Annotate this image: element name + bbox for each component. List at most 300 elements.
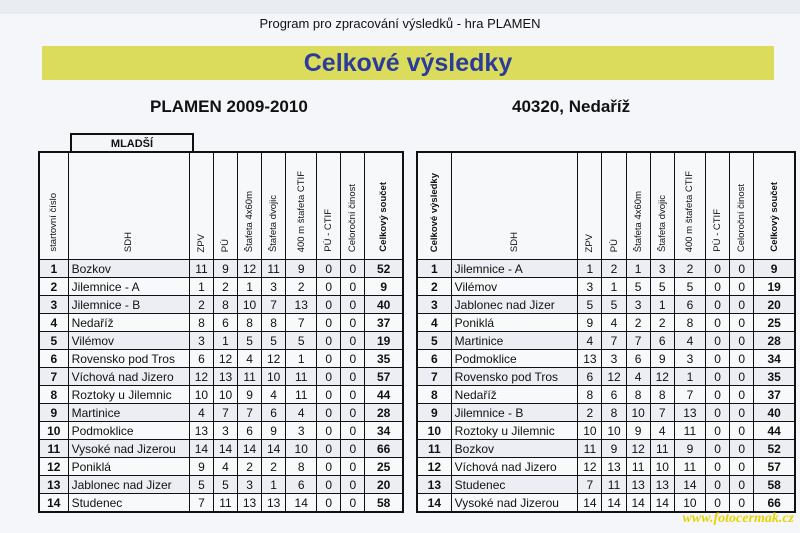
score-cell: 0 <box>317 458 341 476</box>
score-cell: 9 <box>674 440 705 458</box>
score-cell: 13 <box>626 476 650 494</box>
score-cell: 0 <box>317 440 341 458</box>
score-cell: 0 <box>317 296 341 314</box>
rank-cell: 13 <box>39 476 68 494</box>
total-cell: 44 <box>365 386 403 404</box>
total-cell: 52 <box>365 260 403 278</box>
score-cell: 6 <box>286 476 317 494</box>
total-cell: 40 <box>365 296 403 314</box>
total-cell: 34 <box>754 350 795 368</box>
rank-cell: 12 <box>417 458 451 476</box>
score-cell: 2 <box>650 314 674 332</box>
rank-cell: 8 <box>417 386 451 404</box>
score-cell: 13 <box>578 350 602 368</box>
score-cell: 3 <box>238 476 262 494</box>
score-cell: 2 <box>213 278 237 296</box>
total-cell: 37 <box>754 386 795 404</box>
score-cell: 3 <box>213 422 237 440</box>
score-cell: 3 <box>262 278 286 296</box>
score-cell: 3 <box>674 350 705 368</box>
rank-cell: 4 <box>417 314 451 332</box>
column-header: Celkový součet <box>754 152 795 260</box>
score-cell: 4 <box>626 368 650 386</box>
rank-cell: 7 <box>39 368 68 386</box>
team-name-cell: Rovensko pod Tros <box>68 350 189 368</box>
score-cell: 7 <box>189 494 213 513</box>
team-name-cell: Bozkov <box>68 260 189 278</box>
score-cell: 5 <box>189 476 213 494</box>
score-cell: 13 <box>262 494 286 513</box>
score-cell: 7 <box>578 476 602 494</box>
rank-cell: 6 <box>39 350 68 368</box>
score-cell: 7 <box>650 404 674 422</box>
score-cell: 4 <box>674 332 705 350</box>
score-cell: 8 <box>262 314 286 332</box>
score-cell: 9 <box>626 422 650 440</box>
score-cell: 14 <box>189 440 213 458</box>
rank-cell: 3 <box>39 296 68 314</box>
column-header: 400 m štafeta CTIF <box>286 152 317 260</box>
score-cell: 1 <box>238 278 262 296</box>
score-cell: 12 <box>626 440 650 458</box>
table-row <box>417 260 795 278</box>
watermark: www.fotocermak.cz <box>682 511 794 526</box>
score-cell: 14 <box>626 494 650 513</box>
score-cell: 4 <box>238 350 262 368</box>
score-cell: 4 <box>286 404 317 422</box>
score-cell: 9 <box>189 458 213 476</box>
rank-cell: 11 <box>39 440 68 458</box>
score-cell: 7 <box>262 296 286 314</box>
column-header: Štafeta dvojic <box>650 152 674 260</box>
score-cell: 14 <box>650 494 674 513</box>
total-cell: 28 <box>365 404 403 422</box>
total-cell: 34 <box>365 422 403 440</box>
score-cell: 2 <box>262 458 286 476</box>
score-cell: 0 <box>705 296 729 314</box>
total-cell: 40 <box>754 404 795 422</box>
score-cell: 0 <box>341 296 365 314</box>
team-name-cell: Nedaříž <box>451 386 578 404</box>
total-cell: 58 <box>754 476 795 494</box>
score-cell: 0 <box>705 332 729 350</box>
table-row <box>417 404 795 422</box>
score-cell: 14 <box>262 440 286 458</box>
team-name-cell: Vysoké nad Jizerou <box>451 494 578 513</box>
score-cell: 8 <box>578 386 602 404</box>
total-cell: 19 <box>365 332 403 350</box>
score-cell: 10 <box>262 368 286 386</box>
score-cell: 1 <box>626 260 650 278</box>
score-cell: 14 <box>286 494 317 513</box>
total-cell: 25 <box>754 314 795 332</box>
score-cell: 4 <box>213 458 237 476</box>
table-row <box>39 350 403 368</box>
score-cell: 4 <box>262 386 286 404</box>
score-cell: 0 <box>317 350 341 368</box>
score-cell: 0 <box>317 260 341 278</box>
score-cell: 8 <box>189 314 213 332</box>
score-cell: 0 <box>705 314 729 332</box>
team-name-cell: Roztoky u Jilemnic <box>451 422 578 440</box>
score-cell: 0 <box>341 458 365 476</box>
rank-cell: 2 <box>417 278 451 296</box>
score-cell: 0 <box>341 350 365 368</box>
score-cell: 0 <box>705 260 729 278</box>
score-cell: 2 <box>286 278 317 296</box>
total-cell: 25 <box>365 458 403 476</box>
table-header-row <box>417 152 795 260</box>
column-header: Štafeta 4x60m <box>626 152 650 260</box>
column-header: SDH <box>68 152 189 260</box>
score-cell: 2 <box>189 296 213 314</box>
score-cell: 1 <box>189 278 213 296</box>
score-cell: 1 <box>262 476 286 494</box>
score-cell: 5 <box>602 296 626 314</box>
table-row <box>417 278 795 296</box>
table-row <box>417 422 795 440</box>
total-cell: 58 <box>365 494 403 513</box>
rank-cell: 14 <box>39 494 68 513</box>
table-row <box>39 404 403 422</box>
table-row <box>417 296 795 314</box>
total-cell: 28 <box>754 332 795 350</box>
table-row <box>39 278 403 296</box>
score-cell: 8 <box>626 386 650 404</box>
score-cell: 0 <box>317 332 341 350</box>
score-cell: 10 <box>578 422 602 440</box>
total-cell: 52 <box>754 440 795 458</box>
rank-cell: 11 <box>417 440 451 458</box>
score-cell: 10 <box>189 386 213 404</box>
score-cell: 9 <box>650 350 674 368</box>
total-cell: 57 <box>365 368 403 386</box>
score-cell: 12 <box>650 368 674 386</box>
score-cell: 2 <box>626 314 650 332</box>
rank-cell: 8 <box>39 386 68 404</box>
score-cell: 1 <box>602 278 626 296</box>
score-cell: 3 <box>650 260 674 278</box>
score-cell: 0 <box>705 494 729 513</box>
table-row <box>417 476 795 494</box>
table-row <box>417 314 795 332</box>
table-row <box>39 386 403 404</box>
score-cell: 9 <box>578 314 602 332</box>
rank-cell: 2 <box>39 278 68 296</box>
score-cell: 5 <box>286 332 317 350</box>
team-name-cell: Studenec <box>451 476 578 494</box>
score-cell: 13 <box>674 404 705 422</box>
score-cell: 10 <box>286 440 317 458</box>
table-row <box>39 296 403 314</box>
score-cell: 4 <box>650 422 674 440</box>
score-cell: 3 <box>189 332 213 350</box>
table-row <box>39 422 403 440</box>
score-cell: 9 <box>286 260 317 278</box>
team-name-cell: Poniklá <box>68 458 189 476</box>
program-title: Program pro zpracování výsledků - hra PLAMEN <box>259 16 541 31</box>
score-cell: 5 <box>262 332 286 350</box>
score-cell: 2 <box>238 458 262 476</box>
team-name-cell: Roztoky u Jilemnic <box>68 386 189 404</box>
score-cell: 0 <box>705 404 729 422</box>
score-cell: 13 <box>189 422 213 440</box>
score-cell: 7 <box>238 404 262 422</box>
score-cell: 0 <box>730 296 754 314</box>
table-row <box>417 368 795 386</box>
score-cell: 0 <box>730 260 754 278</box>
rank-cell: 13 <box>417 476 451 494</box>
rank-cell: 7 <box>417 368 451 386</box>
team-name-cell: Vysoké nad Jizerou <box>68 440 189 458</box>
score-cell: 9 <box>213 260 237 278</box>
score-cell: 0 <box>730 368 754 386</box>
score-cell: 5 <box>626 278 650 296</box>
score-cell: 10 <box>650 458 674 476</box>
score-cell: 11 <box>238 368 262 386</box>
team-name-cell: Jilemnice - A <box>451 260 578 278</box>
rank-cell: 14 <box>417 494 451 513</box>
total-cell: 35 <box>754 368 795 386</box>
score-cell: 0 <box>341 278 365 296</box>
rank-cell: 1 <box>417 260 451 278</box>
rank-cell: 10 <box>417 422 451 440</box>
score-cell: 12 <box>189 368 213 386</box>
score-cell: 14 <box>238 440 262 458</box>
score-cell: 8 <box>286 458 317 476</box>
score-cell: 10 <box>674 494 705 513</box>
team-name-cell: Poniklá <box>451 314 578 332</box>
score-cell: 6 <box>189 350 213 368</box>
team-name-cell: Jablonec nad Jizer <box>68 476 189 494</box>
rank-cell: 10 <box>39 422 68 440</box>
score-cell: 0 <box>317 314 341 332</box>
team-name-cell: Martinice <box>68 404 189 422</box>
score-cell: 9 <box>262 422 286 440</box>
score-cell: 0 <box>341 332 365 350</box>
score-cell: 11 <box>262 260 286 278</box>
column-header: Celkové výsledky <box>417 152 451 260</box>
banner-title: Celkové výsledky <box>42 46 774 80</box>
score-cell: 14 <box>213 440 237 458</box>
score-cell: 0 <box>705 386 729 404</box>
score-cell: 10 <box>602 422 626 440</box>
column-header: PÚ <box>213 152 237 260</box>
score-cell: 0 <box>341 260 365 278</box>
score-cell: 11 <box>674 458 705 476</box>
score-cell: 0 <box>705 458 729 476</box>
total-cell: 35 <box>365 350 403 368</box>
score-cell: 0 <box>317 386 341 404</box>
score-cell: 4 <box>578 332 602 350</box>
score-cell: 13 <box>286 296 317 314</box>
score-cell: 0 <box>730 386 754 404</box>
team-name-cell: Jilemnice - A <box>68 278 189 296</box>
right-results-table <box>416 151 796 513</box>
score-cell: 11 <box>189 260 213 278</box>
score-cell: 11 <box>286 386 317 404</box>
score-cell: 0 <box>705 422 729 440</box>
score-cell: 10 <box>626 404 650 422</box>
score-cell: 0 <box>317 494 341 513</box>
table-row <box>39 260 403 278</box>
total-cell: 20 <box>754 296 795 314</box>
score-cell: 11 <box>578 440 602 458</box>
total-cell: 37 <box>365 314 403 332</box>
score-cell: 0 <box>341 476 365 494</box>
rank-cell: 4 <box>39 314 68 332</box>
score-cell: 0 <box>705 476 729 494</box>
score-cell: 0 <box>730 278 754 296</box>
score-cell: 10 <box>213 386 237 404</box>
score-cell: 11 <box>213 494 237 513</box>
score-cell: 0 <box>730 314 754 332</box>
score-cell: 0 <box>730 476 754 494</box>
rank-cell: 1 <box>39 260 68 278</box>
score-cell: 0 <box>341 422 365 440</box>
score-cell: 0 <box>341 368 365 386</box>
score-cell: 14 <box>674 476 705 494</box>
score-cell: 13 <box>650 476 674 494</box>
team-name-cell: Martinice <box>451 332 578 350</box>
team-name-cell: Víchová nad Jizero <box>451 458 578 476</box>
score-cell: 0 <box>730 422 754 440</box>
score-cell: 14 <box>578 494 602 513</box>
score-cell: 1 <box>578 260 602 278</box>
rank-cell: 9 <box>39 404 68 422</box>
score-cell: 6 <box>238 422 262 440</box>
table-row <box>39 368 403 386</box>
score-cell: 0 <box>341 404 365 422</box>
column-header: SDH <box>451 152 578 260</box>
score-cell: 12 <box>262 350 286 368</box>
score-cell: 6 <box>626 350 650 368</box>
team-name-cell: Jilemnice - B <box>451 404 578 422</box>
score-cell: 0 <box>317 368 341 386</box>
total-cell: 9 <box>365 278 403 296</box>
score-cell: 0 <box>705 350 729 368</box>
left-results-table <box>38 151 404 513</box>
score-cell: 5 <box>650 278 674 296</box>
team-name-cell: Podmoklice <box>68 422 189 440</box>
score-cell: 6 <box>650 332 674 350</box>
total-cell: 66 <box>365 440 403 458</box>
total-cell: 57 <box>754 458 795 476</box>
team-name-cell: Vilémov <box>68 332 189 350</box>
score-cell: 7 <box>602 332 626 350</box>
column-header: 400 m štafeta CTIF <box>674 152 705 260</box>
score-cell: 8 <box>674 314 705 332</box>
score-cell: 12 <box>213 350 237 368</box>
team-name-cell: Vilémov <box>451 278 578 296</box>
score-cell: 5 <box>674 278 705 296</box>
score-cell: 6 <box>674 296 705 314</box>
top-bar <box>0 0 800 14</box>
score-cell: 14 <box>602 494 626 513</box>
score-cell: 1 <box>286 350 317 368</box>
score-cell: 0 <box>730 332 754 350</box>
score-cell: 12 <box>238 260 262 278</box>
table-row <box>417 494 795 513</box>
score-cell: 7 <box>674 386 705 404</box>
score-cell: 0 <box>341 440 365 458</box>
score-cell: 10 <box>238 296 262 314</box>
score-cell: 11 <box>650 440 674 458</box>
table-row <box>39 494 403 513</box>
table-row <box>39 440 403 458</box>
score-cell: 0 <box>341 386 365 404</box>
column-header: PÚ - CTIF <box>705 152 729 260</box>
score-cell: 8 <box>213 296 237 314</box>
score-cell: 6 <box>262 404 286 422</box>
location-title: 40320, Nedaříž <box>512 97 631 116</box>
score-cell: 1 <box>213 332 237 350</box>
team-name-cell: Podmoklice <box>451 350 578 368</box>
score-cell: 9 <box>238 386 262 404</box>
rank-cell: 12 <box>39 458 68 476</box>
column-header: PÚ - CTIF <box>317 152 341 260</box>
score-cell: 0 <box>705 368 729 386</box>
table-row <box>417 458 795 476</box>
rank-cell: 3 <box>417 296 451 314</box>
score-cell: 7 <box>286 314 317 332</box>
score-cell: 4 <box>189 404 213 422</box>
team-name-cell: Jablonec nad Jizer <box>451 296 578 314</box>
column-header: Štafeta 4x60m <box>238 152 262 260</box>
column-header: Štafeta dvojic <box>262 152 286 260</box>
score-cell: 6 <box>213 314 237 332</box>
score-cell: 0 <box>730 350 754 368</box>
total-cell: 19 <box>754 278 795 296</box>
score-cell: 11 <box>602 476 626 494</box>
table-row <box>417 350 795 368</box>
team-name-cell: Nedaříž <box>68 314 189 332</box>
rank-cell: 5 <box>39 332 68 350</box>
score-cell: 0 <box>317 476 341 494</box>
score-cell: 0 <box>730 494 754 513</box>
score-cell: 8 <box>238 314 262 332</box>
score-cell: 5 <box>238 332 262 350</box>
total-cell: 44 <box>754 422 795 440</box>
score-cell: 2 <box>674 260 705 278</box>
score-cell: 13 <box>602 458 626 476</box>
column-header: ZPV <box>189 152 213 260</box>
score-cell: 11 <box>286 368 317 386</box>
score-cell: 13 <box>213 368 237 386</box>
score-cell: 1 <box>674 368 705 386</box>
score-cell: 0 <box>317 404 341 422</box>
table-row <box>39 314 403 332</box>
column-header: ZPV <box>578 152 602 260</box>
team-name-cell: Jilemnice - B <box>68 296 189 314</box>
score-cell: 0 <box>341 314 365 332</box>
table-row <box>417 332 795 350</box>
total-cell: 66 <box>754 494 795 513</box>
score-cell: 3 <box>602 350 626 368</box>
competition-title: PLAMEN 2009-2010 <box>150 97 308 116</box>
table-row <box>39 458 403 476</box>
table-row <box>39 476 403 494</box>
rank-cell: 9 <box>417 404 451 422</box>
table-row <box>417 386 795 404</box>
rank-cell: 6 <box>417 350 451 368</box>
team-name-cell: Bozkov <box>451 440 578 458</box>
score-cell: 0 <box>341 494 365 513</box>
score-cell: 3 <box>578 278 602 296</box>
rank-cell: 5 <box>417 332 451 350</box>
score-cell: 0 <box>317 278 341 296</box>
table-row <box>417 440 795 458</box>
